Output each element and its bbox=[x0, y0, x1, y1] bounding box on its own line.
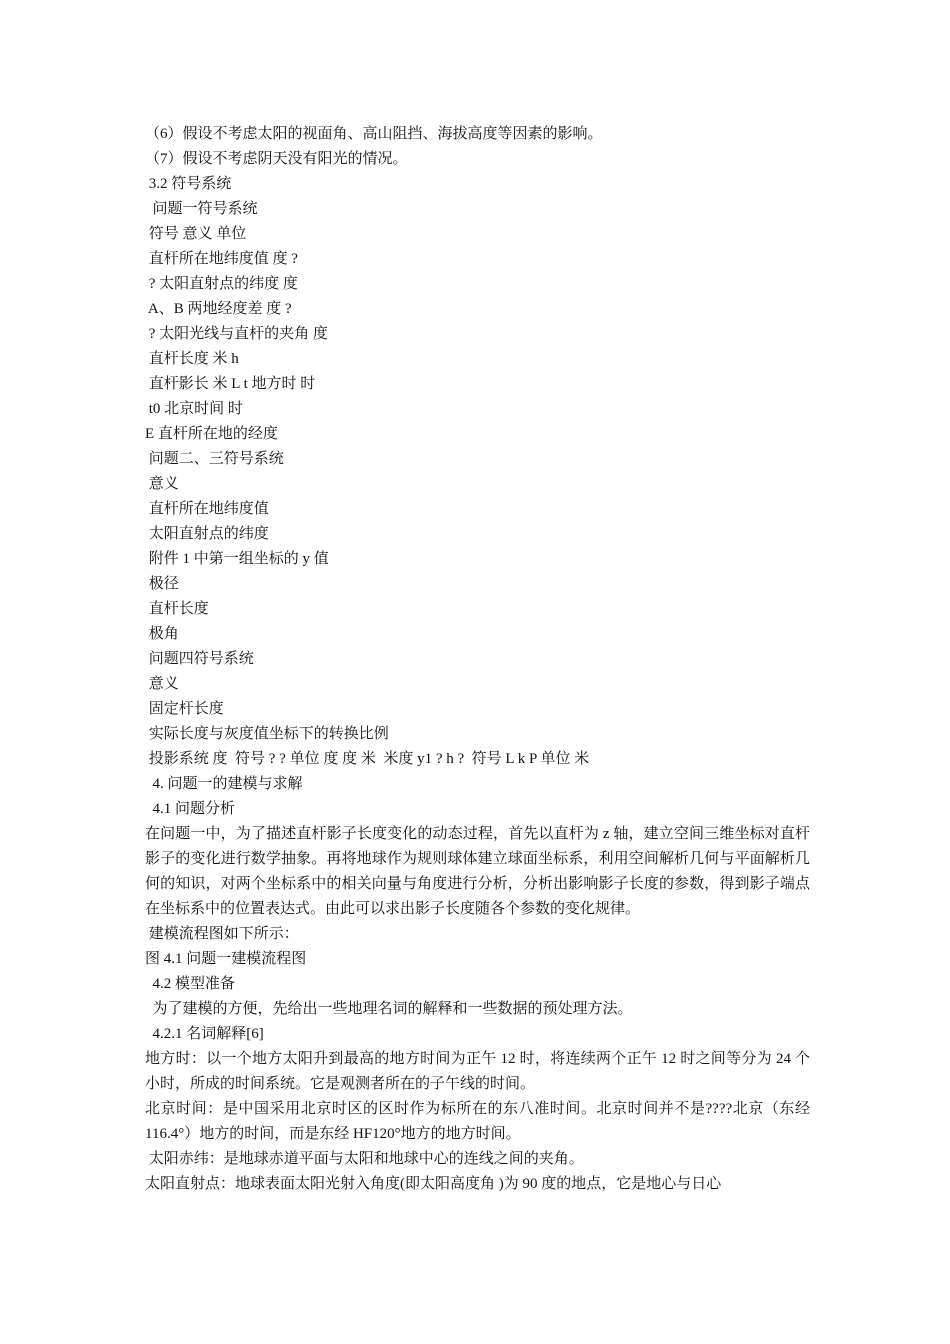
text-line: 固定杆长度 bbox=[145, 701, 224, 717]
text-line: ? 太阳光线与直杆的夹角 度 bbox=[145, 326, 328, 342]
text-line: 极径 bbox=[145, 576, 179, 592]
text-line: 为了建模的方便，先给出一些地理名词的解释和一些数据的预处理方法。 bbox=[145, 1001, 633, 1017]
text-line: 4.2 模型准备 bbox=[145, 976, 236, 992]
text-line: 直杆长度 米 h bbox=[145, 351, 239, 367]
text-line: 问题四符号系统 bbox=[145, 651, 254, 667]
text-line: E 直杆所在地的经度 bbox=[145, 426, 278, 442]
text-line: 4. 问题一的建模与求解 bbox=[145, 776, 303, 792]
text-line: 符号 意义 单位 bbox=[145, 226, 247, 242]
text-paragraph: 北京时间：是中国采用北京时区的区时作为标所在的东八准时间。北京时间并不是????北京（东经 116.4°）地方的时间，而是东经 HF120°地方的地方时间。 bbox=[145, 1101, 810, 1142]
text-line: 问题二、三符号系统 bbox=[145, 451, 284, 467]
text-line: 太阳直射点的纬度 bbox=[145, 526, 269, 542]
text-line: 意义 bbox=[145, 676, 179, 692]
text-line: 意义 bbox=[145, 476, 179, 492]
text-line: 直杆所在地纬度值 度 ? bbox=[145, 251, 298, 267]
document-body bbox=[145, 122, 810, 1197]
text-paragraph: 太阳直射点：地球表面太阳光射入角度(即太阳高度角 )为 90 度的地点，它是地心与日心 bbox=[145, 1176, 722, 1192]
text-line: （7）假设不考虑阴天没有阳光的情况。 bbox=[145, 151, 408, 167]
text-line: 直杆长度 bbox=[145, 601, 209, 617]
text-line: 直杆影长 米 L t 地方时 时 bbox=[145, 376, 316, 392]
text-line: 实际长度与灰度值坐标下的转换比例 bbox=[145, 726, 389, 742]
text-line: A、B 两地经度差 度 ? bbox=[145, 301, 292, 317]
text-paragraph: 在问题一中，为了描述直杆影子长度变化的动态过程，首先以直杆为 z 轴，建立空间三维坐标对直杆影子的变化进行数学抽象。再将地球作为规则球体建立球面坐标系，利用空间解析几何与平面解析几何的知识，对两个坐标系中的相关向量与角度进行分析，分析出影响影子长度的参数，得到影子端点在坐标系中的位置表达式。由此可以求出影子长度随各个参数的变化规律。 bbox=[145, 826, 810, 917]
text-line: 投影系统 度 符号 ? ? 单位 度 度 米 米度 y1 ? h ? 符号 L k P 单位 米 bbox=[145, 751, 590, 767]
text-line: 3.2 符号系统 bbox=[145, 176, 232, 192]
text-line: 问题一符号系统 bbox=[145, 201, 258, 217]
text-line: t0 北京时间 时 bbox=[145, 401, 243, 417]
text-line: 4.2.1 名词解释[6] bbox=[145, 1026, 264, 1042]
text-line: 极角 bbox=[145, 626, 179, 642]
text-line: 太阳赤纬：是地球赤道平面与太阳和地球中心的连线之间的夹角。 bbox=[145, 1151, 584, 1167]
text-paragraph: 地方时：以一个地方太阳升到最高的地方时间为正午 12 时，将连续两个正午 12 时之间等分为 24 个小时，所成的时间系统。它是观测者所在的子午线的时间。 bbox=[145, 1051, 810, 1092]
text-line: 附件 1 中第一组坐标的 y 值 bbox=[145, 551, 329, 567]
text-line: （6）假设不考虑太阳的视面角、高山阻挡、海拔高度等因素的影响。 bbox=[145, 126, 603, 142]
text-line: ? 太阳直射点的纬度 度 bbox=[145, 276, 298, 292]
text-line: 建模流程图如下所示： bbox=[145, 926, 299, 942]
text-line: 直杆所在地纬度值 bbox=[145, 501, 269, 517]
text-line: 图 4.1 问题一建模流程图 bbox=[145, 951, 307, 967]
text-line: 4.1 问题分析 bbox=[145, 801, 236, 817]
